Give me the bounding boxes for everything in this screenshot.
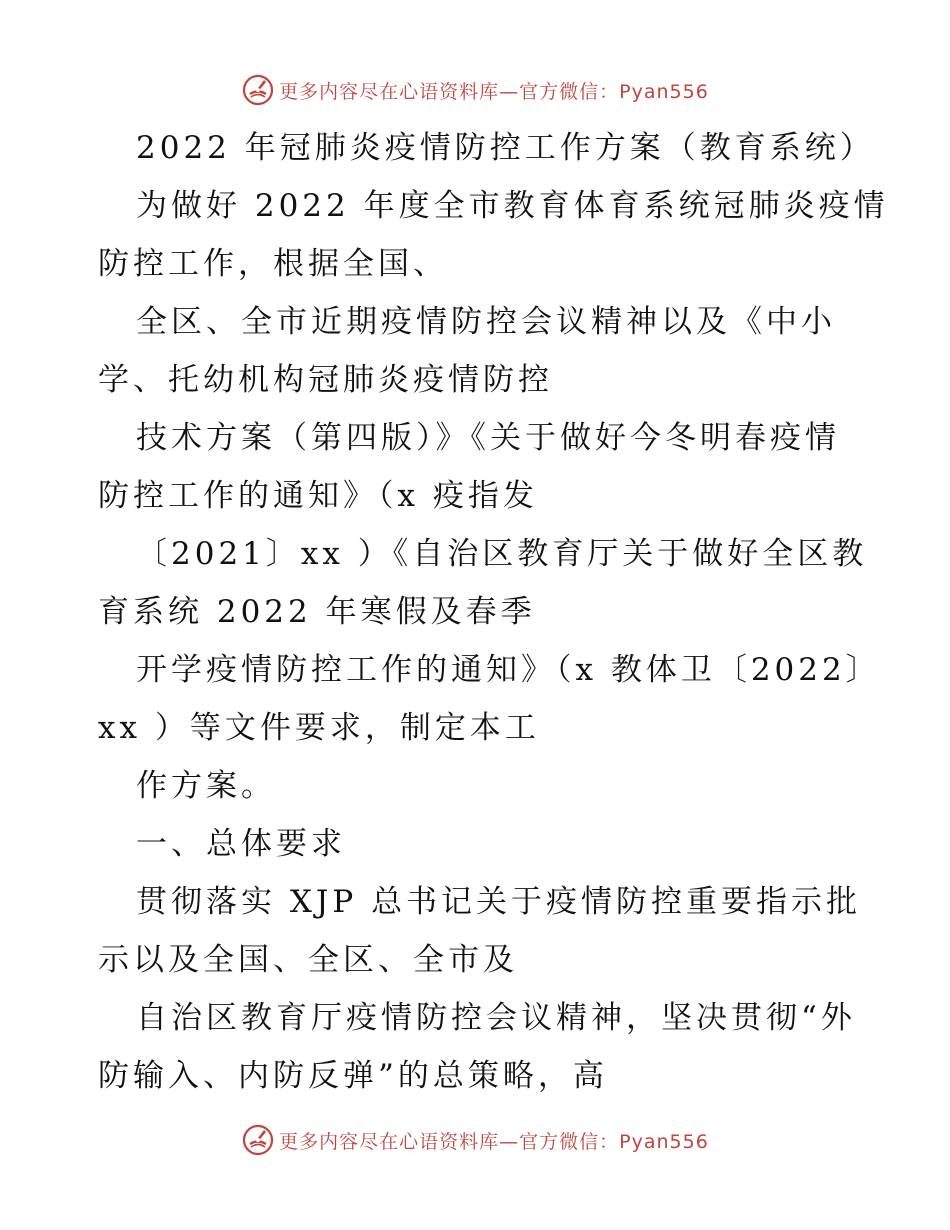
book-quill-logo-icon: [241, 1123, 275, 1157]
paragraph-line: 自治区教育厅疫情防控会议精神，坚决贯彻“外: [136, 1000, 856, 1036]
paragraph-line: 防控工作，根据全国、: [98, 246, 448, 282]
paragraph-line: xx ）等文件要求，制定本工: [98, 710, 540, 746]
paragraph-line: 全区、全市近期疫情防控会议精神以及《中小: [136, 304, 836, 340]
paragraph-line: 学、托幼机构冠肺炎疫情防控: [98, 362, 553, 398]
watermark-text: 更多内容尽在心语资料库—官方微信：Pyan556: [279, 80, 709, 103]
section-heading: 一、总体要求: [136, 826, 346, 862]
document-title: 2022 年冠肺炎疫情防控工作方案（教育系统）: [136, 130, 875, 166]
paragraph-line: 作方案。: [136, 768, 276, 804]
paragraph-line: 〔2021〕xx ）《自治区教育厅关于做好全区教: [136, 536, 868, 572]
header-watermark: [0, 70, 950, 110]
paragraph-line: 技术方案（第四版）》《关于做好今冬明春疫情: [136, 420, 840, 456]
paragraph-line: 防输入、内防反弹”的总策略，高: [98, 1058, 608, 1094]
footer-watermark: [0, 1120, 950, 1160]
paragraph-line: 防控工作的通知》（x 疫指发: [98, 478, 538, 514]
paragraph-line: 开学疫情防控工作的通知》（x 教体卫〔2022〕: [136, 652, 881, 688]
watermark-text: 更多内容尽在心语资料库—官方微信：Pyan556: [279, 1130, 709, 1153]
paragraph-line: 贯彻落实 XJP 总书记关于疫情防控重要指示批: [136, 884, 862, 920]
paragraph-line: 示以及全国、全区、全市及: [98, 942, 518, 978]
book-quill-logo-icon: [241, 73, 275, 107]
paragraph-line: 为做好 2022 年度全市教育体育系统冠肺炎疫情: [136, 188, 889, 224]
paragraph-line: 育系统 2022 年寒假及春季: [98, 594, 536, 630]
